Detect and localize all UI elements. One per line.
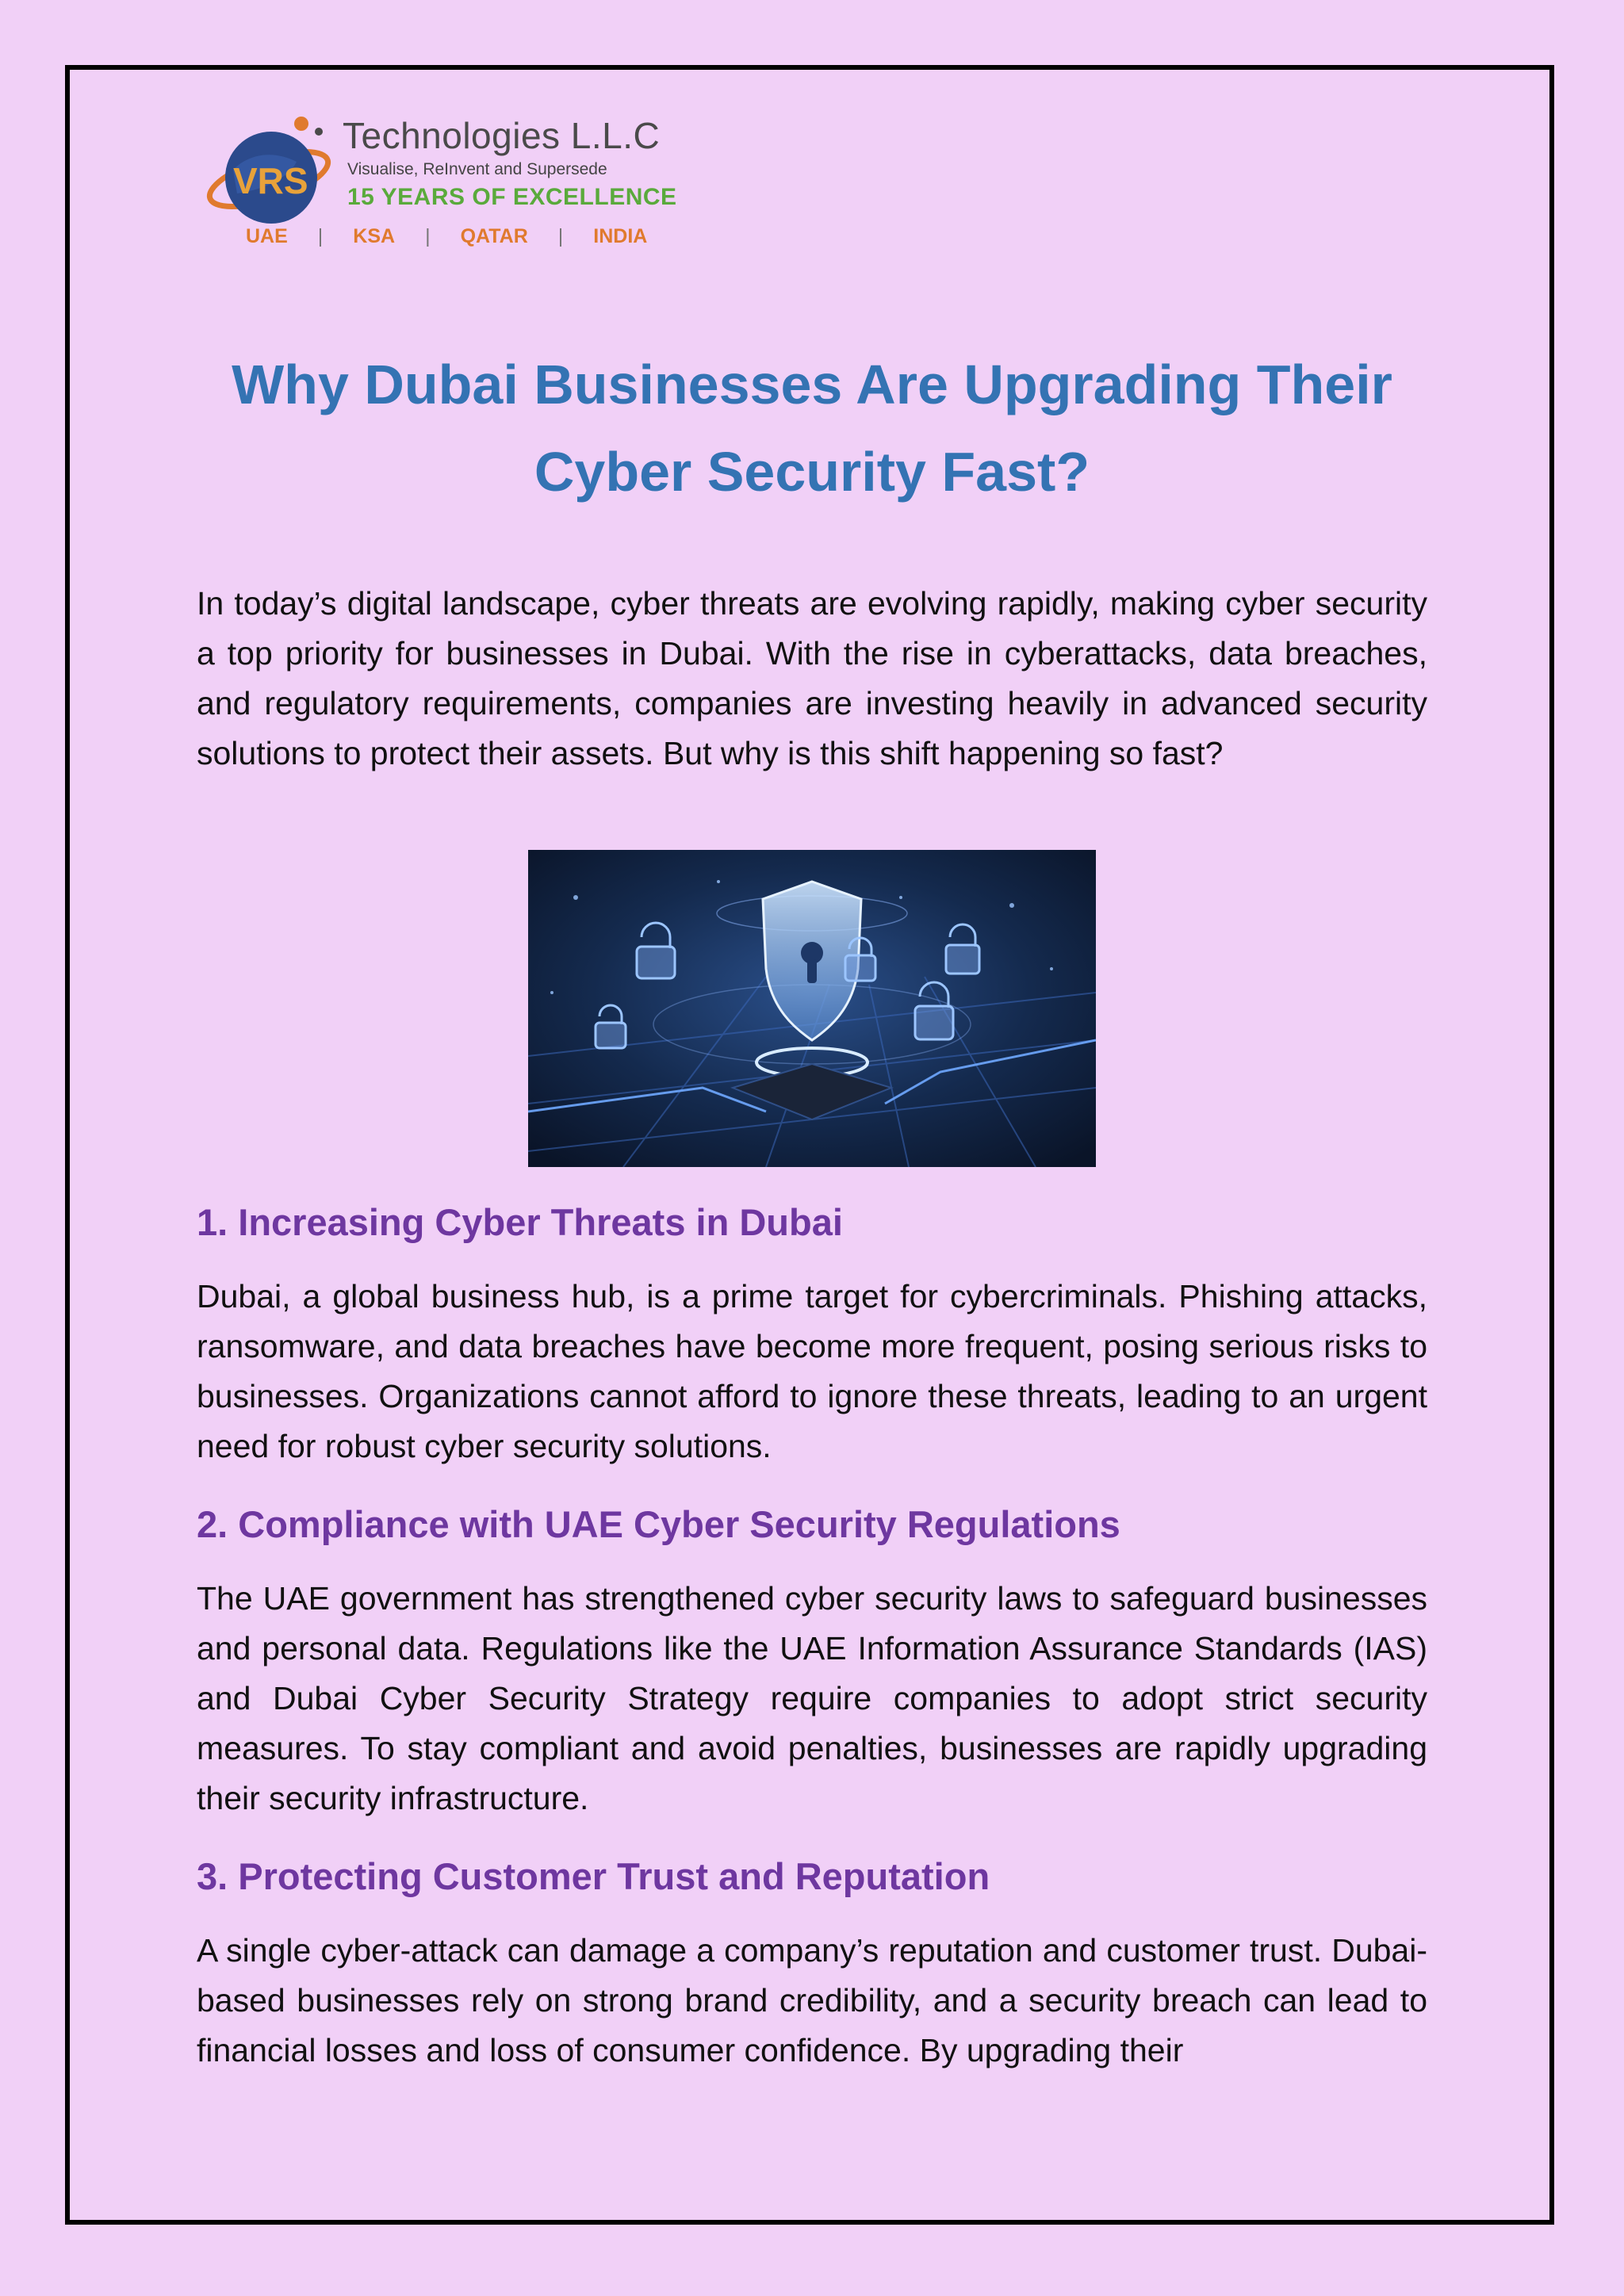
logo-excellence-badge: 15 YEARS OF EXCELLENCE — [347, 184, 677, 210]
cyber-security-illustration — [528, 850, 1096, 1167]
region-uae: UAE — [246, 225, 288, 247]
section-heading-1: 1. Increasing Cyber Threats in Dubai — [197, 1201, 843, 1243]
logo-tagline: Visualise, ReInvent and Supersede — [347, 160, 607, 178]
document-title: Why Dubai Businesses Are Upgrading Their Cyber Security Fast? — [232, 354, 1392, 503]
region-ksa: KSA — [353, 225, 396, 247]
region-separator: | — [425, 225, 431, 247]
region-qatar: QATAR — [460, 225, 528, 247]
region-india: INDIA — [593, 225, 648, 247]
logo-regions — [246, 225, 647, 248]
intro-paragraph: In today’s digital landscape, cyber threats are evolving rapidly, making cyber security a top priority for businesses in Dubai. With the rise in cyberattacks, data breaches, and regulatory requirements, companies are investing heavily in advanced security solutions to protect their assets. But why is this shift happening so fast? — [197, 585, 1427, 771]
section-heading-3: 3. Protecting Customer Trust and Reputation — [197, 1855, 990, 1897]
section-body-3: A single cyber-attack can damage a company’s reputation and customer trust. Dubai-based businesses rely on strong brand credibility, and a security breach can lead to financial losses and loss of consumer confidence. By upgrading their — [197, 1932, 1427, 2068]
vrs-globe-logo-icon — [201, 114, 336, 233]
section-body-1: Dubai, a global business hub, is a prime target for cybercriminals. Phishing attacks, ransomware, and data breaches have become more frequent, posing serious risks to businesses. Organizations cannot afford to ignore these threats, leading to an urgent need for robust cyber security solutions. — [197, 1278, 1427, 1464]
logo-company-name: Technologies L.L.C — [343, 115, 661, 156]
company-logo — [201, 108, 693, 266]
region-separator: | — [317, 225, 324, 247]
logo-mark-text: VRS — [233, 160, 308, 201]
section-body-2: The UAE government has strengthened cyber security laws to safeguard businesses and personal data. Regulations like the UAE Information Assurance Standards (IAS) and Dubai Cyber Security Strategy require companies to adopt strict security measures. To stay compliant and avoid penalties, businesses are rapidly upgrading their security infrastructure. — [197, 1580, 1427, 1816]
section-heading-2: 2. Compliance with UAE Cyber Security Regulations — [197, 1503, 1120, 1545]
region-separator: | — [557, 225, 564, 247]
